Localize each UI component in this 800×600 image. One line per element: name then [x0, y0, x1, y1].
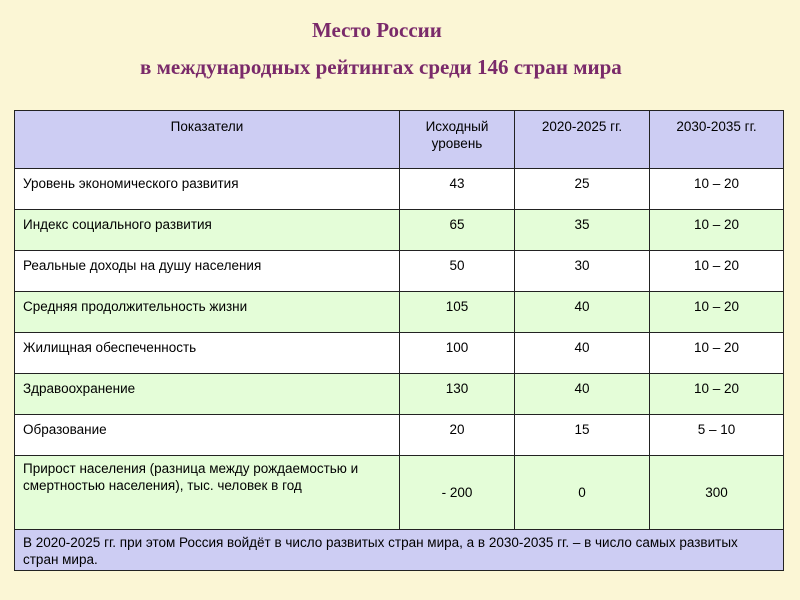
table-note: В 2020-2025 гг. при этом Россия войдёт в число развитых стран мира, а в 2030-2035 гг. – в число самых развитых стран мира.: [15, 530, 784, 571]
row-2035: 10 – 20: [650, 374, 784, 415]
row-2035: 10 – 20: [650, 169, 784, 210]
row-label: Жилищная обеспеченность: [15, 333, 400, 374]
table-row: [15, 292, 784, 333]
header-indicators: Показатели: [15, 111, 400, 169]
row-label: Образование: [15, 415, 400, 456]
row-2025: 0: [515, 456, 650, 530]
table-row: [15, 415, 784, 456]
row-label: Реальные доходы на душу населения: [15, 251, 400, 292]
row-2035: 5 – 10: [650, 415, 784, 456]
table-row: [15, 251, 784, 292]
row-base: 65: [400, 210, 515, 251]
row-base: 130: [400, 374, 515, 415]
table-row: [15, 169, 784, 210]
table-note-row: [15, 530, 784, 571]
row-2035: 10 – 20: [650, 292, 784, 333]
row-base: 100: [400, 333, 515, 374]
row-2035: 10 – 20: [650, 333, 784, 374]
ratings-table: [14, 110, 784, 571]
page-title-line1: Место России: [312, 18, 442, 42]
row-2025: 15: [515, 415, 650, 456]
row-2035: 10 – 20: [650, 251, 784, 292]
row-label: Прирост населения (разница между рождаемостью и смертностью населения), тыс. человек в год: [15, 456, 400, 530]
table-header-row: [15, 111, 784, 169]
row-2025: 25: [515, 169, 650, 210]
row-base: 105: [400, 292, 515, 333]
row-2035: 10 – 20: [650, 210, 784, 251]
row-2025: 40: [515, 374, 650, 415]
row-base: 20: [400, 415, 515, 456]
row-label: Индекс социального развития: [15, 210, 400, 251]
row-2025: 40: [515, 292, 650, 333]
table-row: [15, 456, 784, 530]
row-base: 50: [400, 251, 515, 292]
row-2025: 35: [515, 210, 650, 251]
header-2030-2035: 2030-2035 гг.: [650, 111, 784, 169]
table-row: [15, 333, 784, 374]
header-initial-level: [400, 111, 515, 169]
row-2025: 40: [515, 333, 650, 374]
row-label: Здравоохранение: [15, 374, 400, 415]
table-row: [15, 210, 784, 251]
row-base: - 200: [400, 456, 515, 530]
row-2035: 300: [650, 456, 784, 530]
row-label: Средняя продолжительность жизни: [15, 292, 400, 333]
header-initial-level-text: Исходный уровень: [425, 119, 489, 151]
table-row: [15, 374, 784, 415]
header-2020-2025: 2020-2025 гг.: [515, 111, 650, 169]
row-2025: 30: [515, 251, 650, 292]
row-base: 43: [400, 169, 515, 210]
row-label: Уровень экономического развития: [15, 169, 400, 210]
page-title-line2: в международных рейтингах среди 146 стран мира: [140, 55, 622, 79]
